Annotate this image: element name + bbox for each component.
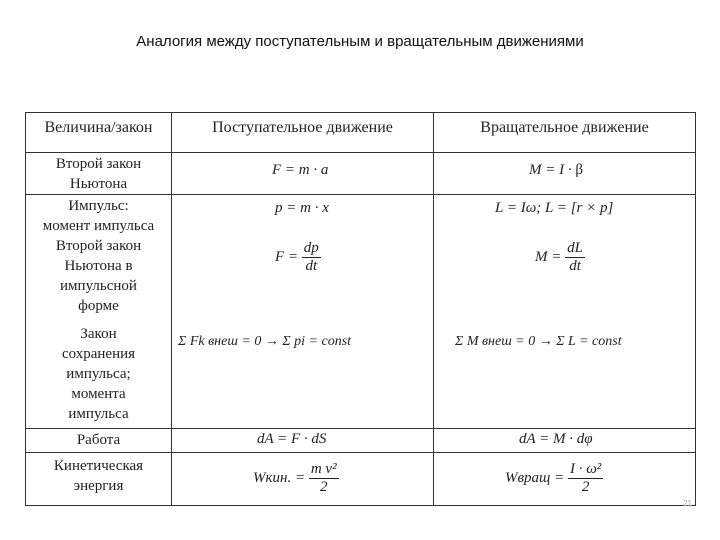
formula-work-rotational: dA = M · dφ <box>519 431 593 447</box>
fraction-numerator: dp <box>303 240 319 256</box>
table-border-right <box>695 112 696 506</box>
quantity-line: Второй закон <box>55 238 142 254</box>
quantity-line: Импульс: <box>68 198 129 214</box>
table-border-bottom <box>25 505 696 506</box>
formula-text: M = <box>535 248 562 265</box>
row-quantity-kinetic-energy <box>26 456 171 496</box>
formula-text: Wкин. = <box>253 469 306 486</box>
row-quantity-newton2-impulse <box>26 236 171 316</box>
formula-text: Wвращ = <box>505 469 565 486</box>
quantity-line: Закон <box>80 326 117 342</box>
table-border-top <box>25 112 696 113</box>
column-divider-1 <box>171 112 172 506</box>
fraction <box>309 461 339 496</box>
row-quantity-work: Работа <box>76 432 121 448</box>
analogy-table <box>25 112 696 506</box>
column-divider-2 <box>433 112 434 506</box>
fraction-numerator: I · ω² <box>569 461 602 477</box>
row-divider <box>25 152 696 153</box>
formula-conservation-translational: Σ Fk внеш = 0 → Σ pi = const <box>178 334 352 349</box>
formula-momentum-translational: p = m · x <box>275 200 329 216</box>
row-quantity-newton2 <box>26 154 171 194</box>
fraction-denominator: dt <box>569 258 581 274</box>
formula-newton2-impulse-translational <box>275 240 321 275</box>
quantity-line: Кинетическая <box>53 458 144 474</box>
formula-newton2-rotational <box>529 162 583 179</box>
fraction <box>568 461 603 496</box>
formula-text: F = <box>275 248 299 265</box>
fraction-numerator: m v² <box>310 461 337 477</box>
row-quantity-conservation <box>26 324 171 424</box>
slide-number: 21 <box>683 499 692 508</box>
quantity-line: импульсной <box>60 278 137 294</box>
row-quantity-momentum <box>26 196 171 236</box>
fraction-numerator: dL <box>567 240 583 256</box>
formula-conservation-rotational: Σ M внеш = 0 → Σ L = const <box>455 334 622 349</box>
beta-symbol: β <box>575 162 584 178</box>
quantity-line: форме <box>78 298 119 314</box>
fraction <box>565 240 585 275</box>
formula-angular-momentum-rotational: L = Iω; L = [r × p] <box>495 200 614 216</box>
fraction <box>302 240 321 275</box>
formula-newton2-translational: F = m · a <box>272 162 329 178</box>
quantity-line: Ньютона <box>69 176 128 192</box>
header-quantity: Величина/закон <box>44 119 153 136</box>
formula-kinetic-energy-translational <box>253 461 339 496</box>
quantity-line: момент импульса <box>42 218 155 234</box>
formula-kinetic-energy-rotational <box>505 461 603 496</box>
quantity-line: импульса; <box>66 366 131 382</box>
quantity-line: Второй закон <box>55 156 142 172</box>
quantity-line: Ньютона в <box>64 258 133 274</box>
quantity-line: сохранения <box>61 346 136 362</box>
quantity-line: энергия <box>73 478 124 494</box>
row-divider <box>25 194 696 195</box>
formula-newton2-impulse-rotational <box>535 240 585 275</box>
fraction-denominator: 2 <box>319 479 328 495</box>
quantity-line: импульса <box>68 406 129 422</box>
row-divider <box>25 452 696 453</box>
fraction-denominator: dt <box>305 258 318 274</box>
quantity-line: момента <box>71 386 126 402</box>
row-divider <box>25 428 696 429</box>
formula-work-translational: dA = F · dS <box>257 431 327 447</box>
slide-title: Аналогия между поступательным и вращательным движениями <box>136 33 584 50</box>
header-rotational: Вращательное движение <box>480 119 649 136</box>
header-translational: Поступательное движение <box>212 119 393 136</box>
fraction-denominator: 2 <box>581 479 590 495</box>
formula-text: M = I · <box>529 162 572 178</box>
